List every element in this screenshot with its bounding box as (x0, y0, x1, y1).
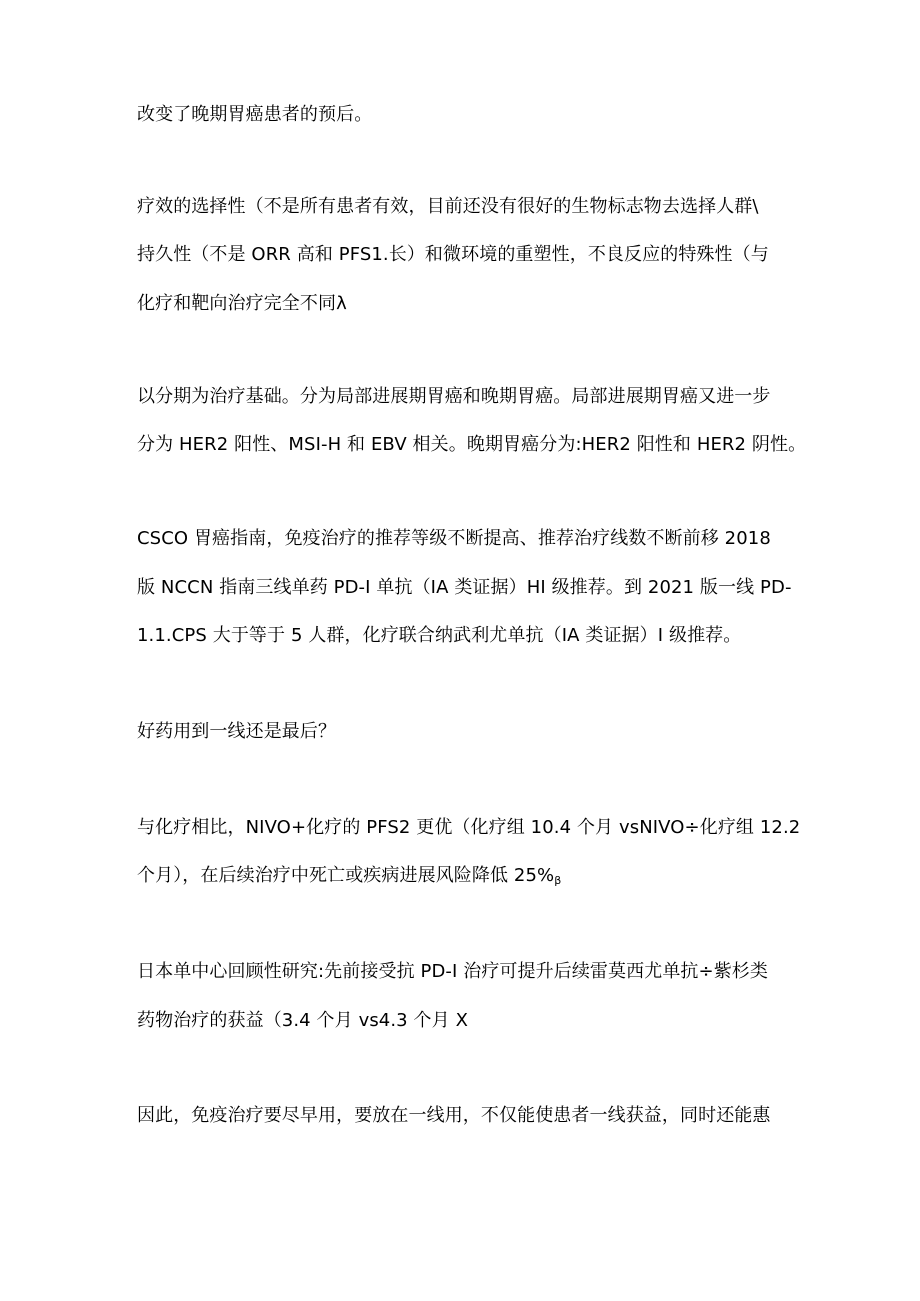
text-line: 版 NCCN 指南三线单药 PD-I 单抗（IA 类证据）HI 级推荐。到 2021 版一线 PD- (137, 577, 792, 598)
text-line: 好药用到一线还是最后？ (137, 721, 337, 742)
text-line: 疗效的选择性（不是所有患者有效，目前还没有很好的生物标志物去选择人群\ (137, 196, 759, 217)
text-line: 因此，免疫治疗要尽早用，要放在一线用，不仅能使患者一线获益，同时还能惠 (137, 1105, 771, 1126)
text-line: 以分期为治疗基础。分为局部进展期胃癌和晚期胃癌。局部进展期胃癌又进一步 (137, 386, 771, 407)
subscript-beta: β (554, 874, 562, 887)
text-line: 分为 HER2 阳性、MSI-H 和 EBV 相关。晚期胃癌分为:HER2 阳性和 HER2 阴性。 (137, 434, 807, 455)
text-line (137, 865, 561, 892)
text-line: 持久性（不是 ORR 高和 PFS1.长）和微环境的重塑性，不良反应的特殊性（与 (137, 244, 769, 265)
text-line: 药物治疗的获益（3.4 个月 vs4.3 个月 X (137, 1010, 468, 1031)
text-line: CSCO 胃癌指南，免疫治疗的推荐等级不断提高、推荐治疗线数不断前移 2018 (137, 528, 771, 549)
text-line: 化疗和靶向治疗完全不同λ (137, 293, 347, 314)
text-line: 日本单中心回顾性研究:先前接受抗 PD-I 治疗可提升后续雷莫西尤单抗÷紫杉类 (137, 961, 769, 982)
text-line: 与化疗相比，NIVO+化疗的 PFS2 更优（化疗组 10.4 个月 vsNIVO÷化疗组 12.2 (137, 817, 801, 838)
text-line-body: 个月），在后续治疗中死亡或疾病进展风险降低 25% (137, 865, 555, 886)
text-line: 改变了晚期胃癌患者的预后。 (137, 104, 373, 125)
text-line: 1.1.CPS 大于等于 5 人群，化疗联合纳武利尤单抗（IA 类证据）I 级推荐。 (137, 625, 742, 646)
